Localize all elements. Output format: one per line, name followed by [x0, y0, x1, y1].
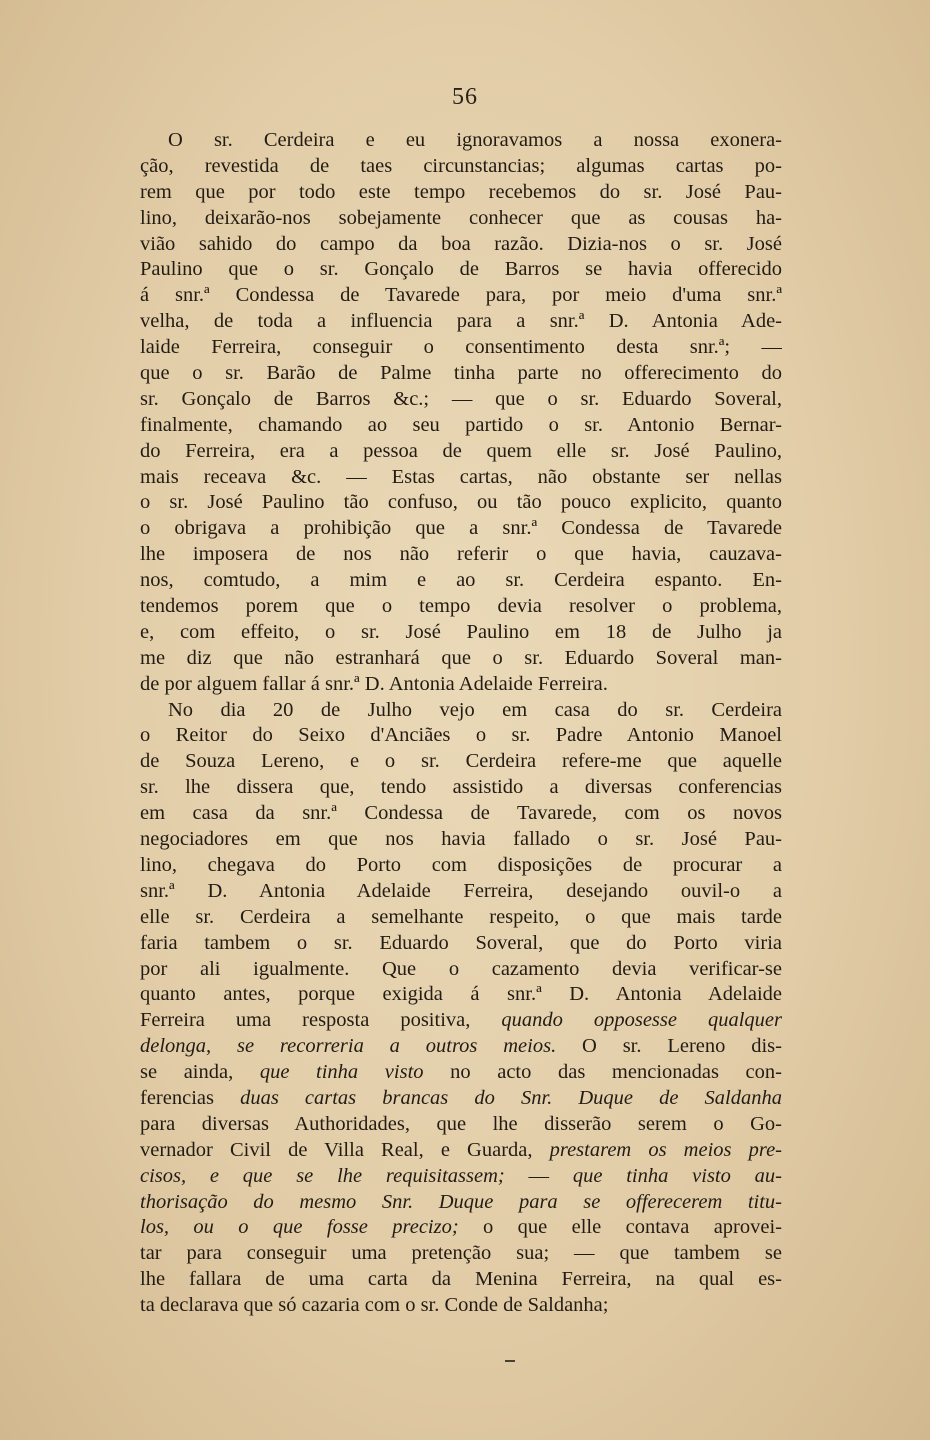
text-segment: em casa da snr.ª Condessa de Tavarede, com os novos	[140, 802, 782, 825]
text-segment: mais receava &c. — Estas cartas, não obstante ser nellas	[140, 465, 782, 488]
text-segment: que o sr. Barão de Palme tinha parte no offerecimento do	[140, 362, 782, 385]
text-segment: snr.ª D. Antonia Adelaide Ferreira, desejando ouvil-o a	[140, 879, 782, 902]
text-line	[140, 439, 782, 465]
text-segment: laide Ferreira, conseguir o consentimento desta snr.ª; —	[140, 336, 782, 359]
text-segment: e, com effeito, o sr. José Paulino em 18 de Julho ja	[140, 620, 782, 643]
text-line	[140, 154, 782, 180]
text-line	[140, 723, 782, 749]
text-segment: tar para conseguir uma pretenção sua; — que tambem se	[140, 1242, 782, 1265]
text-segment: velha, de toda a influencia para a snr.ª D. Antonia Ade-	[140, 310, 782, 333]
text-segment: duas cartas brancas do Snr. Duque de Saldanha	[240, 1086, 782, 1109]
text-segment: o sr. José Paulino tão confuso, ou tão pouco explicito, quanto	[140, 491, 782, 514]
text-segment: que tinha visto	[259, 1061, 424, 1084]
text-segment: me diz que não estranhará que o sr. Eduardo Soveral man-	[140, 646, 782, 669]
text-line	[140, 206, 782, 232]
text-line	[140, 957, 782, 983]
text-line	[140, 1215, 782, 1241]
text-segment: lhe fallara de uma carta da Menina Ferreira, na qual es-	[140, 1268, 782, 1291]
text-segment: delonga, se recorreria a outros meios.	[140, 1035, 557, 1058]
text-segment: thorisação do mesmo Snr. Duque para se offerecerem titu-	[140, 1190, 782, 1213]
text-line	[140, 1267, 782, 1293]
text-segment: ta declarava que só cazaria com o sr. Conde de Saldanha;	[140, 1294, 609, 1317]
page-number: 56	[452, 84, 478, 110]
text-segment: lino, deixarão-nos sobejamente conhecer que as cousas ha-	[140, 206, 782, 229]
text-line	[140, 594, 782, 620]
text-line	[140, 698, 782, 724]
text-segment: los, ou o que fosse precizo;	[140, 1216, 459, 1239]
text-line	[140, 1008, 782, 1034]
text-segment: de Souza Lereno, e o sr. Cerdeira refere-me que aquelle	[140, 750, 782, 773]
text-line	[140, 1138, 782, 1164]
text-segment: no acto das mencionadas con-	[423, 1061, 782, 1084]
text-segment: sr. Gonçalo de Barros &c.; — que o sr. Eduardo Soveral,	[140, 387, 782, 410]
text-segment: quando opposesse qualquer	[501, 1009, 782, 1032]
text-line	[140, 335, 782, 361]
text-line	[140, 620, 782, 646]
text-line	[140, 1164, 782, 1190]
text-line	[140, 982, 782, 1008]
text-segment: sr. lhe dissera que, tendo assistido a diversas conferencias	[140, 776, 782, 799]
text-line	[140, 465, 782, 491]
text-line	[140, 257, 782, 283]
text-line	[140, 361, 782, 387]
text-line	[140, 1190, 782, 1216]
text-segment: de por alguem fallar á snr.ª D. Antonia Adelaide Ferreira.	[140, 672, 608, 695]
text-line	[140, 646, 782, 672]
text-line	[140, 542, 782, 568]
text-segment: o que elle contava aprovei-	[458, 1216, 782, 1239]
text-line	[140, 568, 782, 594]
text-line	[140, 1241, 782, 1267]
text-line	[140, 128, 782, 154]
text-segment: do Ferreira, era a pessoa de quem elle sr. José Paulino,	[140, 439, 782, 462]
text-line	[140, 1060, 782, 1086]
text-segment: O sr. Lereno dis-	[556, 1035, 782, 1058]
text-segment: lino, chegava do Porto com disposições de procurar a	[140, 853, 782, 876]
text-line	[140, 827, 782, 853]
text-line	[140, 180, 782, 206]
text-line	[140, 905, 782, 931]
text-segment: quanto antes, porque exigida á snr.ª D. Antonia Adelaide	[140, 983, 782, 1006]
text-segment: rem que por todo este tempo recebemos do sr. José Pau-	[140, 180, 782, 203]
text-line	[140, 387, 782, 413]
body-text	[140, 128, 782, 1319]
text-line	[140, 853, 782, 879]
text-segment: —	[504, 1164, 573, 1187]
text-line	[140, 283, 782, 309]
text-line	[140, 749, 782, 775]
text-segment: por ali igualmente. Que o cazamento devia verificar-se	[140, 957, 782, 980]
text-segment: cisos, e que se lhe requisitassem;	[140, 1164, 505, 1187]
text-segment: o Reitor do Seixo d'Anciães o sr. Padre Antonio Manoel	[140, 724, 782, 747]
text-line	[140, 801, 782, 827]
text-line	[140, 309, 782, 335]
text-segment: Ferreira uma resposta positiva,	[140, 1009, 502, 1032]
text-segment: vernador Civil de Villa Real, e Guarda,	[140, 1138, 550, 1161]
text-segment: finalmente, chamando ao seu partido o sr. Antonio Bernar-	[140, 413, 782, 436]
text-line	[140, 1112, 782, 1138]
text-segment: tendemos porem que o tempo devia resolver o problema,	[140, 595, 782, 618]
text-line	[140, 516, 782, 542]
text-line	[140, 879, 782, 905]
text-segment: No dia 20 de Julho vejo em casa do sr. Cerdeira	[168, 698, 782, 721]
text-segment: ção, revestida de taes circunstancias; algumas cartas po-	[140, 154, 782, 177]
text-line	[140, 413, 782, 439]
text-segment: ferencias	[140, 1086, 241, 1109]
text-segment: Paulino que o sr. Gonçalo de Barros se havia offerecido	[140, 258, 782, 281]
text-segment: negociadores em que nos havia fallado o sr. José Pau-	[140, 828, 782, 851]
printers-mark	[505, 1360, 515, 1362]
text-line	[140, 490, 782, 516]
text-segment: que tinha visto au-	[572, 1164, 782, 1187]
text-line	[140, 931, 782, 957]
text-line	[140, 775, 782, 801]
text-line	[140, 232, 782, 258]
text-segment: o obrigava a prohibição que a snr.ª Condessa de Tavarede	[140, 517, 782, 540]
text-line	[140, 1293, 782, 1319]
text-segment: lhe imposera de nos não referir o que havia, cauzava-	[140, 543, 782, 566]
text-segment: faria tambem o sr. Eduardo Soveral, que do Porto viria	[140, 931, 782, 954]
text-segment: para diversas Authoridades, que lhe disserão serem o Go-	[140, 1112, 782, 1135]
text-segment: elle sr. Cerdeira a semelhante respeito, o que mais tarde	[140, 905, 782, 928]
text-segment: nos, comtudo, a mim e ao sr. Cerdeira espanto. En-	[140, 569, 782, 592]
text-line	[140, 672, 782, 698]
text-segment: se ainda,	[140, 1061, 260, 1084]
text-line	[140, 1086, 782, 1112]
text-segment: O sr. Cerdeira e eu ignoravamos a nossa exonera-	[168, 129, 782, 151]
text-segment: vião sahido do campo da boa razão. Dizia-nos o sr. José	[140, 232, 782, 255]
text-line	[140, 1034, 782, 1060]
text-segment: prestarem os meios pre-	[549, 1138, 782, 1161]
text-segment: á snr.ª Condessa de Tavarede para, por meio d'uma snr.ª	[140, 284, 782, 307]
